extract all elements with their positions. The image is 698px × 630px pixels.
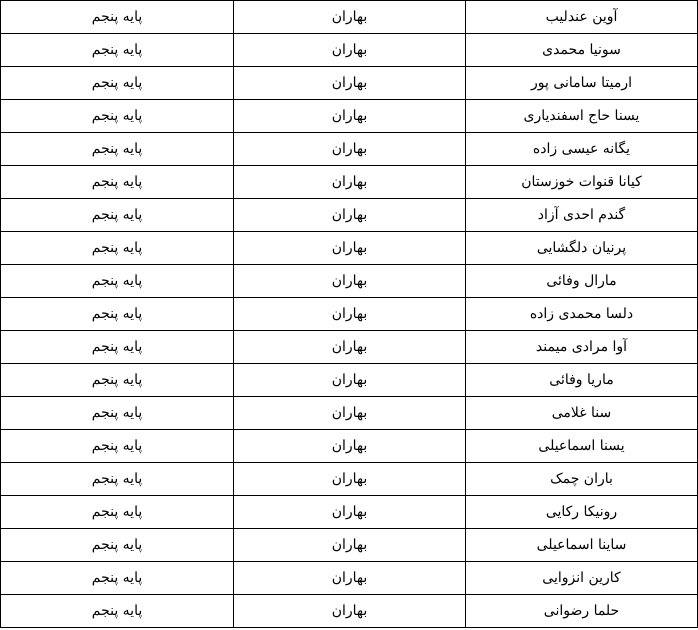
- school-cell: بهاران: [234, 232, 466, 265]
- student-name-cell: باران چمک: [466, 463, 698, 496]
- school-cell: بهاران: [234, 1, 466, 34]
- student-name-cell: یگانه عیسی زاده: [466, 133, 698, 166]
- student-name-cell: حلما رضوانی: [466, 595, 698, 628]
- school-cell: بهاران: [234, 199, 466, 232]
- school-cell: بهاران: [234, 331, 466, 364]
- student-name-cell: سنا غلامی: [466, 397, 698, 430]
- table-row: [1, 463, 698, 496]
- school-cell: بهاران: [234, 529, 466, 562]
- school-cell: بهاران: [234, 595, 466, 628]
- school-cell: بهاران: [234, 496, 466, 529]
- school-cell: بهاران: [234, 100, 466, 133]
- table-row: [1, 67, 698, 100]
- grade-cell: پایه پنجم: [1, 1, 234, 34]
- student-name-cell: پرنیان دلگشایی: [466, 232, 698, 265]
- student-name-cell: مارال وفائی: [466, 265, 698, 298]
- table-row: [1, 397, 698, 430]
- table-row: [1, 298, 698, 331]
- table-row: [1, 133, 698, 166]
- grade-cell: پایه پنجم: [1, 166, 234, 199]
- student-name-cell: ساینا اسماعیلی: [466, 529, 698, 562]
- table-row: [1, 496, 698, 529]
- student-name-cell: رونیکا رکایی: [466, 496, 698, 529]
- table-row: [1, 595, 698, 628]
- student-name-cell: دلسا محمدی زاده: [466, 298, 698, 331]
- table-row: [1, 166, 698, 199]
- school-cell: بهاران: [234, 265, 466, 298]
- table-row: [1, 1, 698, 34]
- grade-cell: پایه پنجم: [1, 265, 234, 298]
- school-cell: بهاران: [234, 133, 466, 166]
- grade-cell: پایه پنجم: [1, 595, 234, 628]
- student-name-cell: سونیا محمدی: [466, 34, 698, 67]
- table-row: [1, 265, 698, 298]
- student-name-cell: ماریا وفائی: [466, 364, 698, 397]
- grade-cell: پایه پنجم: [1, 529, 234, 562]
- grade-cell: پایه پنجم: [1, 34, 234, 67]
- grade-cell: پایه پنجم: [1, 397, 234, 430]
- student-name-cell: گندم احدی آزاد: [466, 199, 698, 232]
- grade-cell: پایه پنجم: [1, 562, 234, 595]
- grade-cell: پایه پنجم: [1, 133, 234, 166]
- student-name-cell: یسنا اسماعیلی: [466, 430, 698, 463]
- grade-cell: پایه پنجم: [1, 232, 234, 265]
- grade-cell: پایه پنجم: [1, 67, 234, 100]
- student-name-cell: کیانا قنوات خوزستان: [466, 166, 698, 199]
- grade-cell: پایه پنجم: [1, 331, 234, 364]
- student-name-cell: یسنا حاج اسفندیاری: [466, 100, 698, 133]
- grade-cell: پایه پنجم: [1, 100, 234, 133]
- school-cell: بهاران: [234, 166, 466, 199]
- grade-cell: پایه پنجم: [1, 364, 234, 397]
- table-row: [1, 34, 698, 67]
- table-row: [1, 232, 698, 265]
- table-row: [1, 364, 698, 397]
- table-row: [1, 199, 698, 232]
- school-cell: بهاران: [234, 397, 466, 430]
- student-name-cell: ارمیتا سامانی پور: [466, 67, 698, 100]
- table-row: [1, 430, 698, 463]
- school-cell: بهاران: [234, 34, 466, 67]
- school-cell: بهاران: [234, 364, 466, 397]
- student-table-body: [1, 1, 698, 628]
- student-name-cell: کارین انزوایی: [466, 562, 698, 595]
- student-name-cell: آوا مرادی میمند: [466, 331, 698, 364]
- grade-cell: پایه پنجم: [1, 199, 234, 232]
- school-cell: بهاران: [234, 463, 466, 496]
- table-row: [1, 100, 698, 133]
- school-cell: بهاران: [234, 562, 466, 595]
- table-row: [1, 331, 698, 364]
- school-cell: بهاران: [234, 67, 466, 100]
- grade-cell: پایه پنجم: [1, 430, 234, 463]
- school-cell: بهاران: [234, 430, 466, 463]
- student-name-cell: آوین عندلیب: [466, 1, 698, 34]
- school-cell: بهاران: [234, 298, 466, 331]
- grade-cell: پایه پنجم: [1, 298, 234, 331]
- table-row: [1, 529, 698, 562]
- table-row: [1, 562, 698, 595]
- grade-cell: پایه پنجم: [1, 463, 234, 496]
- grade-cell: پایه پنجم: [1, 496, 234, 529]
